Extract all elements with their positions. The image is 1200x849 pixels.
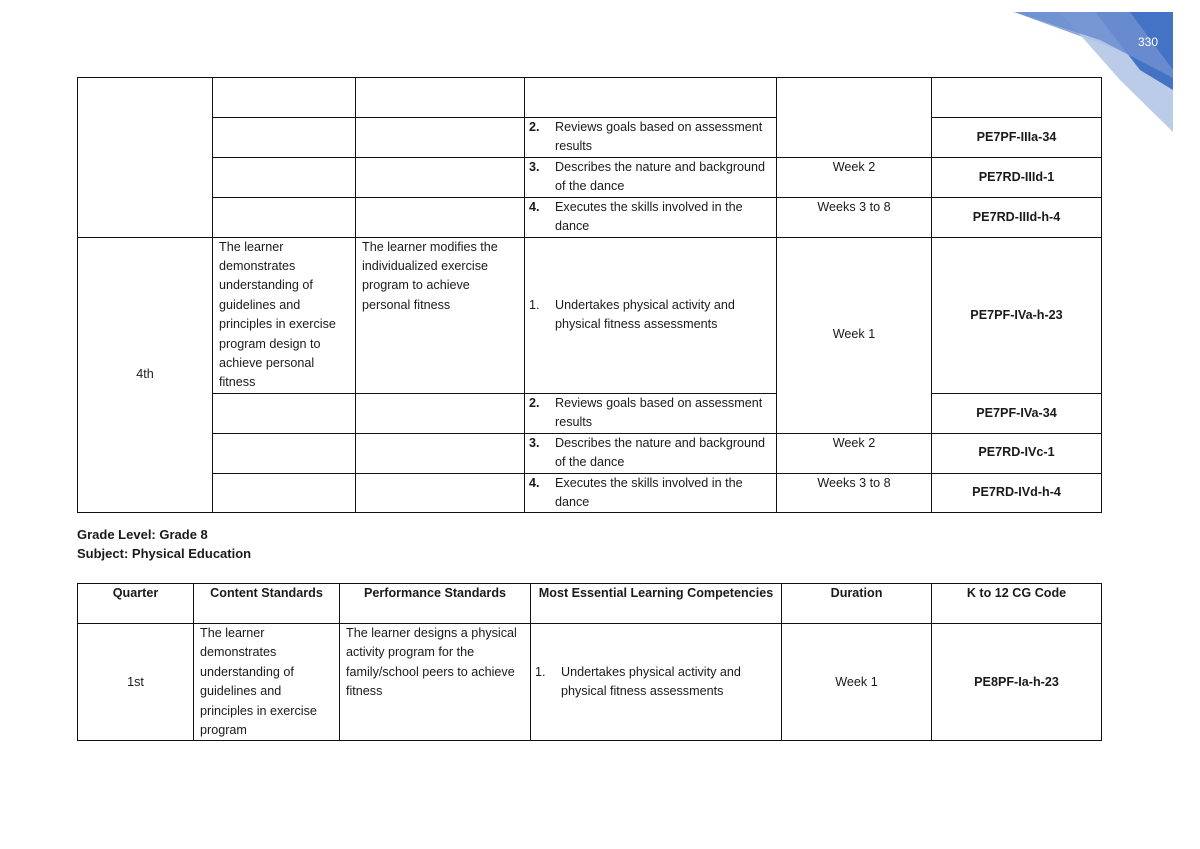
page-number: 330 [1138,35,1159,49]
header-duration: Duration [782,584,932,624]
grade8-table [77,583,1102,741]
competency-cell: 4. Executes the skills involved in the dance [525,473,777,513]
duration-cell: Week 1 [782,624,932,741]
cg-code: PE8PF-Ia-h-23 [932,624,1102,741]
content-standard-cell: The learner demonstrates understanding of guidelines and principles in exercise program design to achieve personal fitness [213,237,356,393]
grade7-continuation-table [77,77,1102,513]
cg-code: PE7RD-IVd-h-4 [932,473,1102,513]
duration-cell: Weeks 3 to 8 [777,473,932,513]
duration-cell: Week 2 [777,433,932,473]
performance-standard-cell: The learner modifies the individualized exercise program to achieve personal fitness [356,237,525,393]
header-competencies: Most Essential Learning Competencies [531,584,782,624]
competency-cell: 1. Undertakes physical activity and physical fitness assessments [531,624,782,741]
cg-code: PE7PF-IVa-34 [932,393,1102,433]
duration-cell: Week 1 [777,237,932,433]
cg-code: PE7RD-IIId-1 [932,158,1102,198]
header-quarter: Quarter [78,584,194,624]
duration-cell: Week 2 [777,158,932,198]
grade-level-label: Grade Level: Grade 8 [77,527,208,542]
cg-code: PE7PF-IIIa-34 [932,118,1102,158]
header-content-standards: Content Standards [194,584,340,624]
cg-code: PE7PF-IVa-h-23 [932,237,1102,393]
quarter-cell: 1st [78,624,194,741]
cg-code: PE7RD-IVc-1 [932,433,1102,473]
competency-cell: 4. Executes the skills involved in the dance [525,197,777,237]
duration-cell: Weeks 3 to 8 [777,197,932,237]
competency-cell: 2. Reviews goals based on assessment results [525,393,777,433]
subject-label: Subject: Physical Education [77,546,252,561]
competency-cell: 2. Reviews goals based on assessment results [525,118,777,158]
competency-cell: 3. Describes the nature and background of the dance [525,433,777,473]
quarter-cell-empty [78,78,213,238]
quarter-cell: 4th [78,237,213,513]
performance-standard-cell: The learner designs a physical activity program for the family/school peers to achieve fitness [340,624,531,741]
cg-code: PE7RD-IIId-h-4 [932,197,1102,237]
competency-cell: 1. Undertakes physical activity and physical fitness assessments [525,237,777,393]
content-standard-cell: The learner demonstrates understanding of guidelines and principles in exercise program [194,624,340,741]
header-cg-code: K to 12 CG Code [932,584,1102,624]
header-performance-standards: Performance Standards [340,584,531,624]
competency-cell: 3. Describes the nature and background of the dance [525,158,777,198]
